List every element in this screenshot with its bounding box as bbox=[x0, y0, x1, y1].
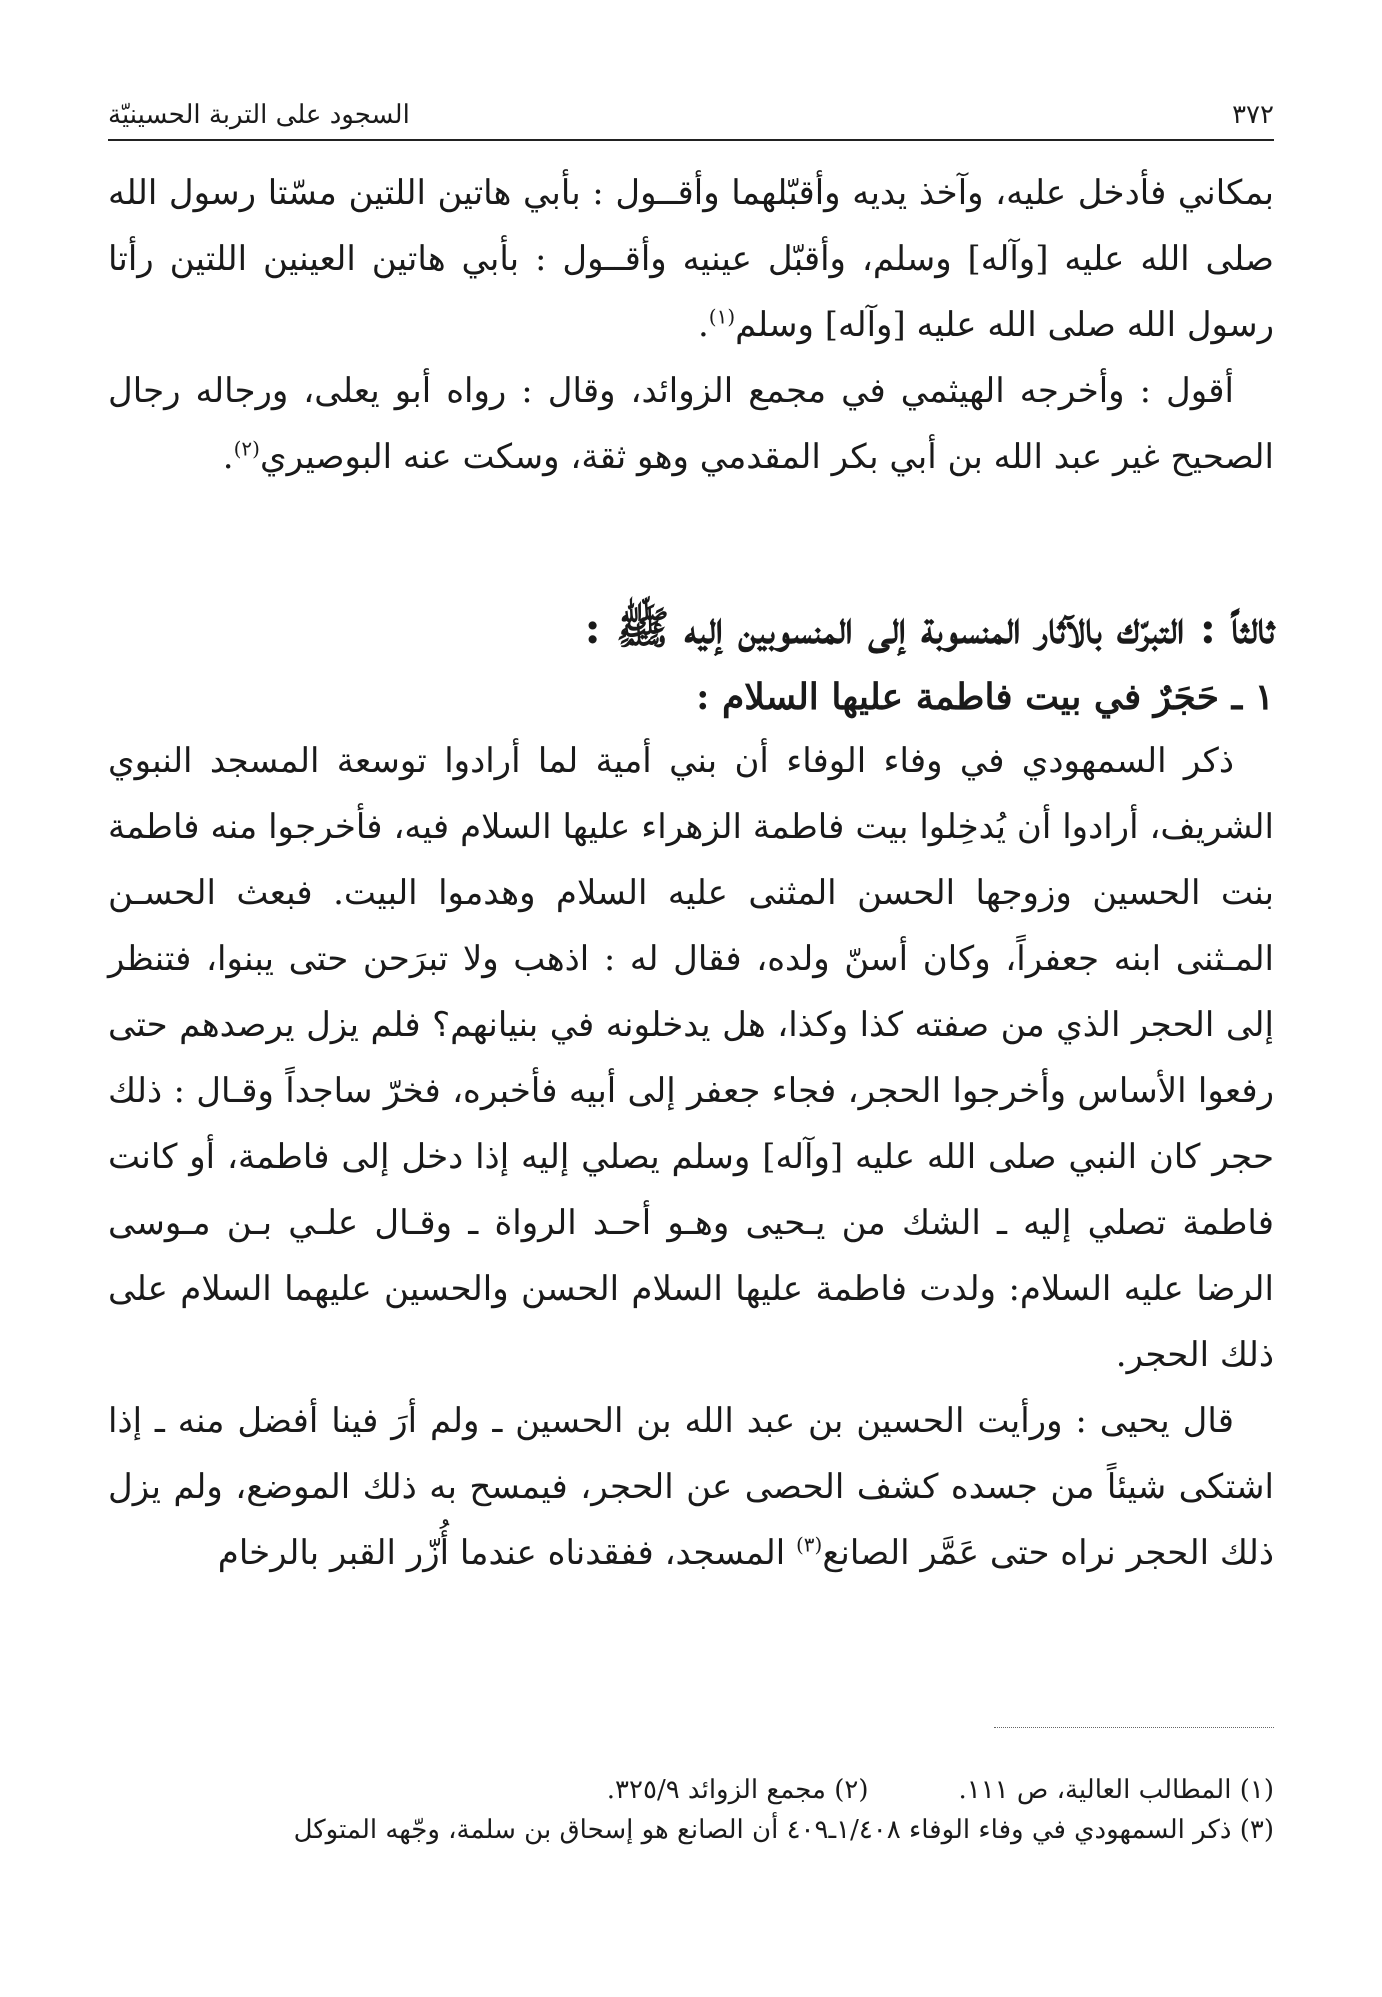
footnotes bbox=[108, 1770, 1274, 1850]
footnote-1: (١) المطالب العالية، ص ١١١. bbox=[958, 1775, 1274, 1805]
running-header bbox=[108, 86, 1274, 130]
paragraph-2-end: . bbox=[222, 437, 234, 477]
paragraph-4-end: المسجد، ففقدناه عندما أُزّر القبر بالرخام bbox=[217, 1533, 796, 1573]
header-rule bbox=[108, 139, 1274, 141]
footnote-ref-1: (١) bbox=[708, 304, 736, 329]
footnote-separator bbox=[994, 1727, 1274, 1728]
running-title: السجود على التربة الحسينيّة bbox=[108, 100, 410, 130]
paragraph-1-end: . bbox=[697, 305, 709, 345]
section-title: ثالثاً : التبرّك بالآثار المنسوبة إلى المنسوبين إليه ﷺ : bbox=[584, 603, 1274, 654]
paragraph-3: ذكر السمهودي في وفاء الوفاء أن بني أمية لما أرادوا توسعة المسجد النبوي الشريف، أرادوا أن يُدخِلوا بيت فاطمة الزهراء عليها السلام فيه، فأخرجوا منه فاطمة بنت الحسين وزوجها الحسن المثنى عليه السلام وهدموا البيت. فبعث الحسـن المـثنى ابنه جعفراً، وكان أسنّ ولده، فقال له : اذهب ولا تبرَحن حتى يبنوا، فتنظر إلى الحجر الذي من صفته كذا وكذا، هل يدخلونه في بنيانهم؟ فلم يزل يرصدهم حتى رفعوا الأساس وأخرجوا الحجر، فجاء جعفر إلى أبيه فأخبره، فخرّ ساجداً وقـال : ذلك حجر كان النبي صلى الله عليه [وآله] وسلم يصلي إليه إذا دخل إلى فاطمة، أو كانت فاطمة تصلي إليه ـ الشك من يـحيى وهـو أحـد الرواة ـ وقـال علـي بـن مـوسى الرضا عليه السلام: ولدت فاطمة عليها السلام الحسن والحسين عليهما السلام على ذلك الحجر. bbox=[108, 741, 1274, 1375]
footnote-ref-3: (٣) bbox=[795, 1532, 823, 1557]
main-content bbox=[108, 160, 1274, 1586]
footnote-2: (٢) مجمع الزوائد ٣٢٥/٩. bbox=[606, 1775, 869, 1805]
paragraph-4-text: قال يحيى : ورأيت الحسين بن عبد الله بن الحسين ـ ولم أرَ فينا أفضل منه ـ إذا اشتكى شيئاً من جسده كشف الحصى عن الحجر، فيمسح به ذلك الموضع، ولم يزل ذلك الحجر نراه حتى عَمَّر الصانع bbox=[108, 1401, 1274, 1573]
paragraph-2-text: أقول : وأخرجه الهيثمي في مجمع الزوائد، وقال : رواه أبو يعلى، ورجاله رجال الصحيح غير عبد الله بن أبي بكر المقدمي وهو ثقة، وسكت عنه البوصيري bbox=[108, 371, 1274, 477]
paragraph-2 bbox=[108, 358, 1274, 490]
paragraph-1 bbox=[108, 160, 1274, 358]
subsection-title: ١ ـ حَجَرٌ في بيت فاطمة عليها السلام : bbox=[696, 676, 1274, 718]
footnote-ref-2: (٢) bbox=[233, 436, 260, 461]
page-number: ٣٧٢ bbox=[1232, 100, 1274, 130]
paragraph-4 bbox=[108, 1388, 1274, 1586]
footnote-row-1 bbox=[108, 1770, 1274, 1810]
footnote-row-2 bbox=[108, 1810, 1274, 1850]
footnote-3: (٣) ذكر السمهودي في وفاء الوفاء ١/٤٠٨ـ٤٠٩ أن الصانع هو إسحاق بن سلمة، وجّهه المتوكل bbox=[293, 1815, 1274, 1845]
paragraph-1-text: بمكاني فأدخل عليه، وآخذ يديه وأقبّلهما وأقــول : بأبي هاتين اللتين مسّتا رسول الله صلى الله عليه [وآله] وسلم، وأقبّل عينيه وأقــول : بأبي هاتين العينين اللتين رأتا رسول الله صلى الله عليه [وآله] وسلم bbox=[108, 173, 1274, 345]
